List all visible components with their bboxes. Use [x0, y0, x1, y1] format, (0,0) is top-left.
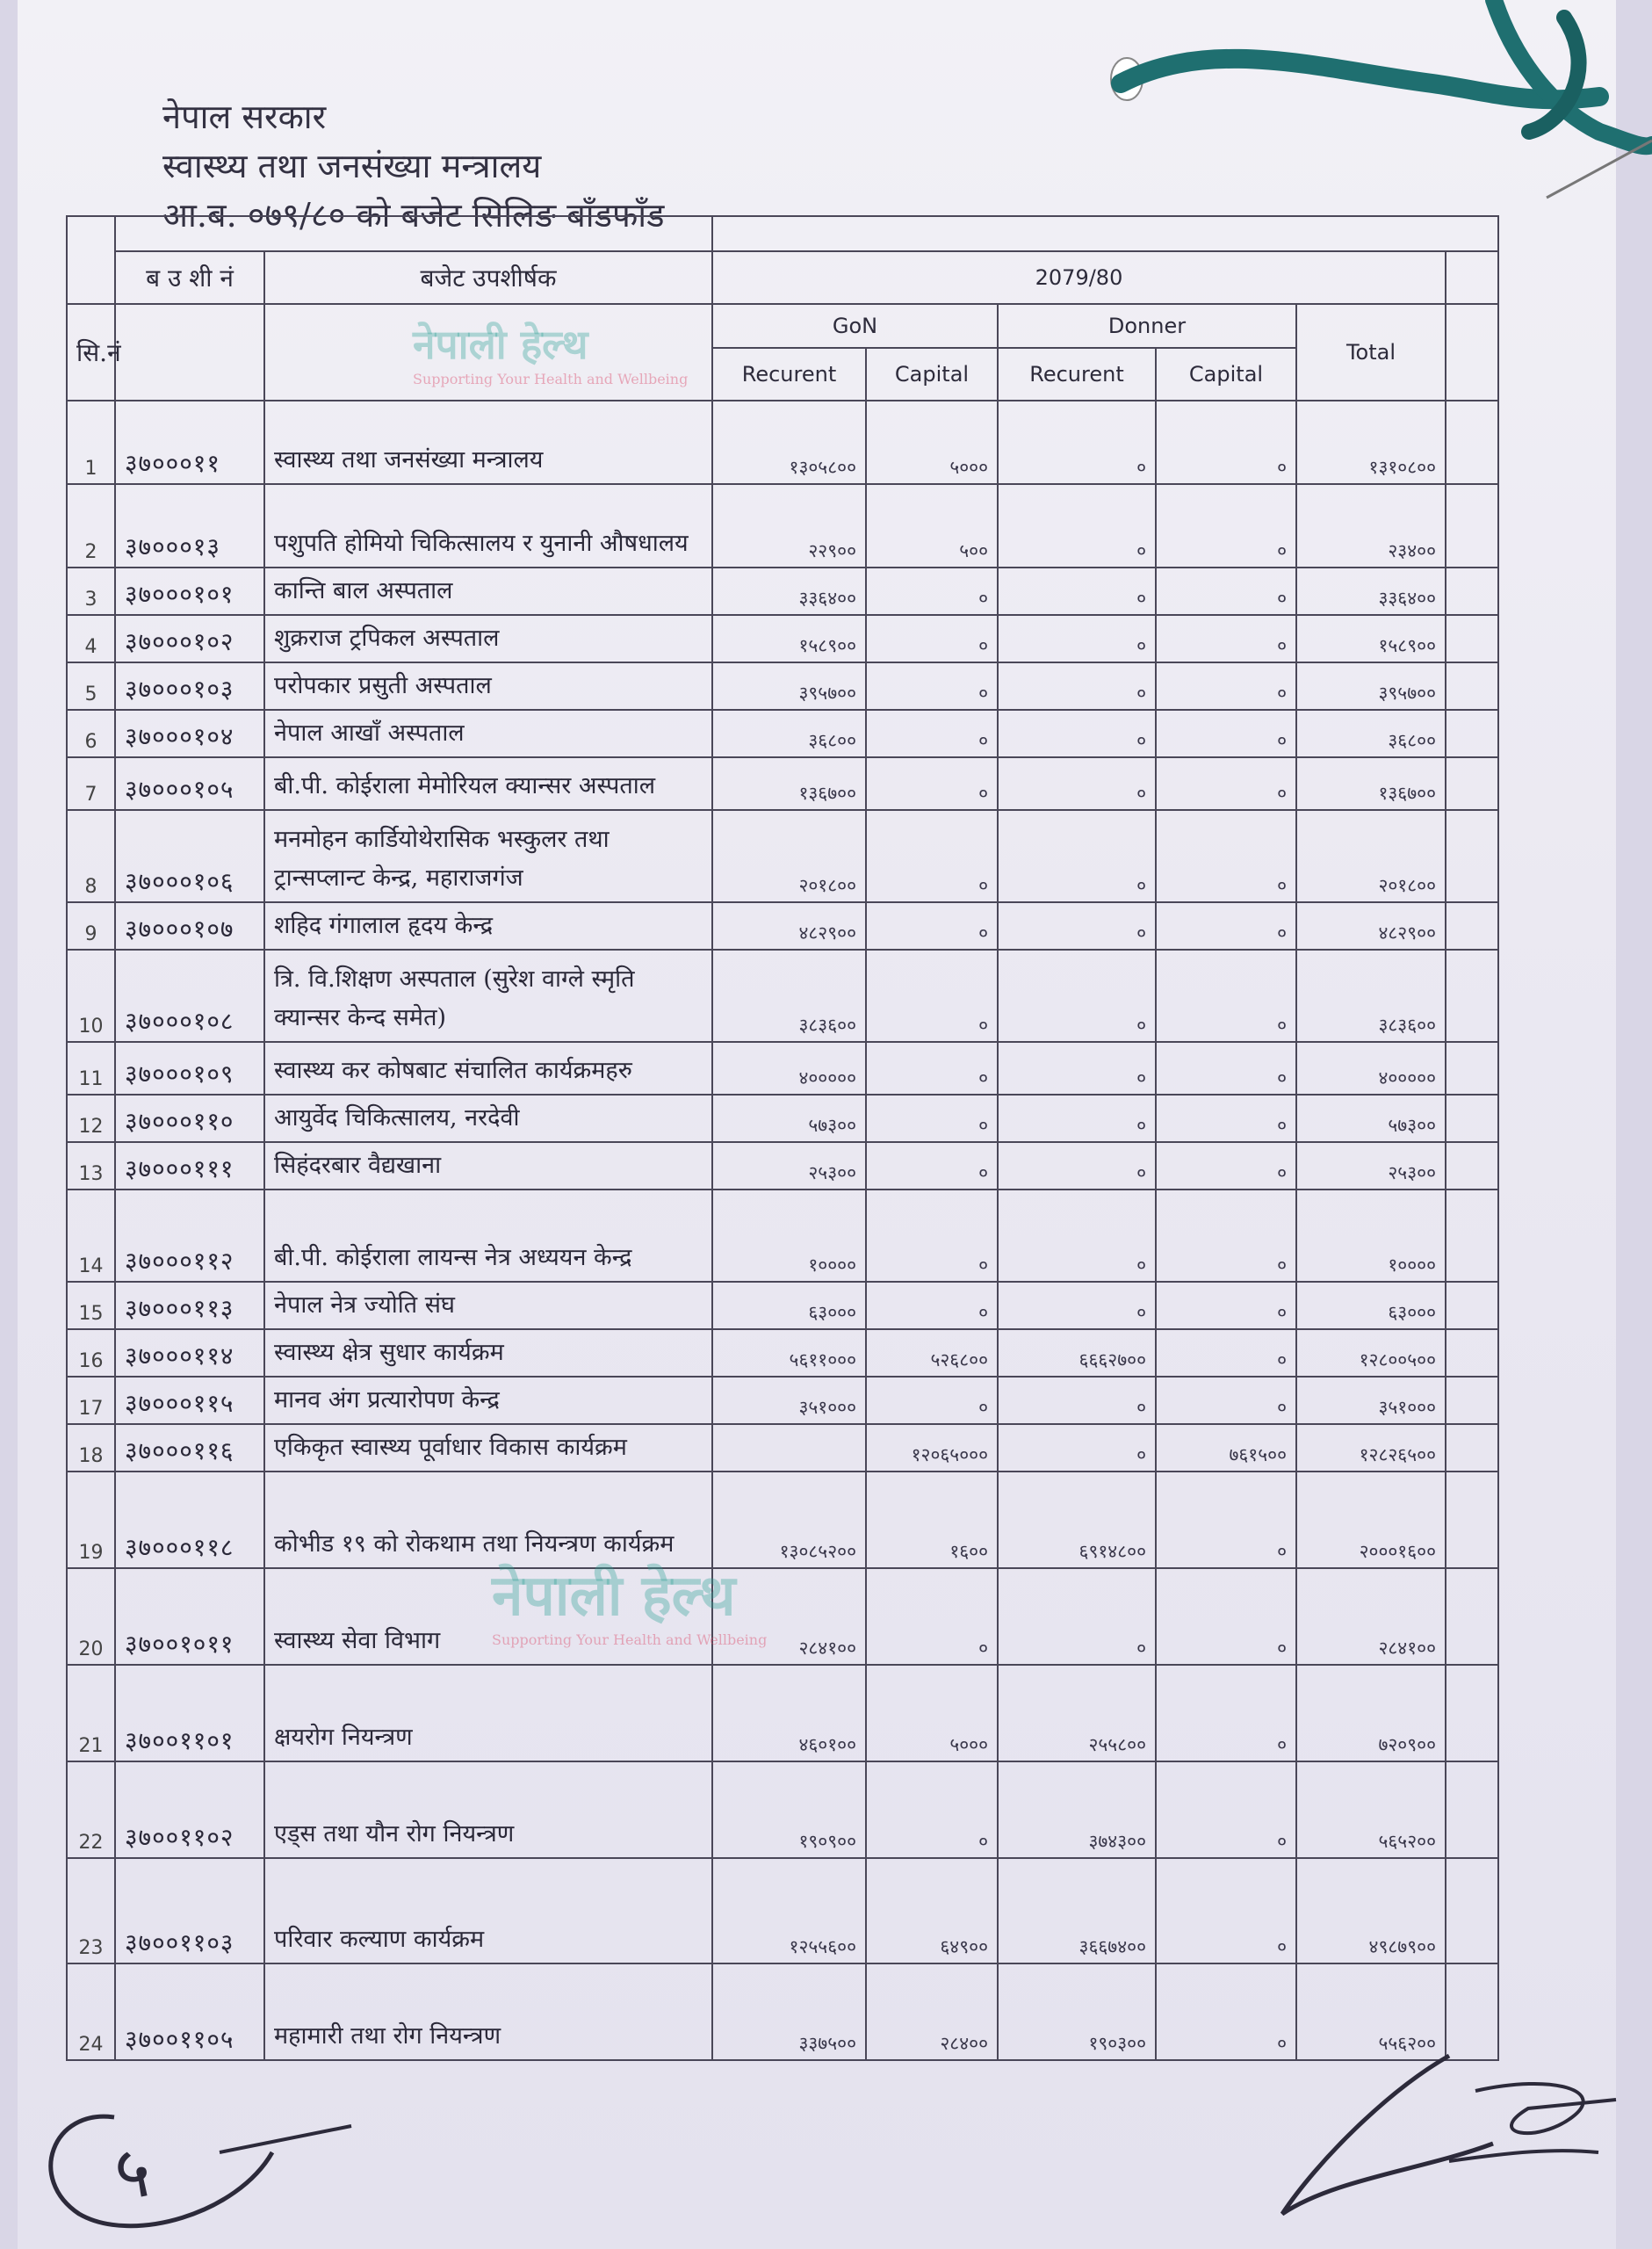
row-sn: 13 — [67, 1142, 115, 1190]
table-row — [67, 950, 1498, 1042]
row-donner-capital: ० — [1156, 662, 1296, 710]
table-row — [67, 810, 1498, 902]
col-total-header: Total — [1296, 304, 1446, 401]
row-code: ३७०००१०४ — [115, 710, 264, 757]
row-gon-recurent: ४००००० — [712, 1042, 866, 1095]
row-donner-capital: ० — [1156, 1142, 1296, 1190]
table-row — [67, 1042, 1498, 1095]
row-title: मानव अंग प्रत्यारोपण केन्द्र — [264, 1377, 712, 1424]
row-gon-recurent: १५८९०० — [712, 615, 866, 662]
row-title: शुक्रराज ट्रपिकल अस्पताल — [264, 615, 712, 662]
row-donner-capital: ० — [1156, 568, 1296, 615]
row-donner-capital: ० — [1156, 1282, 1296, 1329]
row-code: ३७०००१०७ — [115, 902, 264, 950]
row-edge — [1446, 1042, 1498, 1095]
row-title: पशुपति होमियो चिकित्सालय र युनानी औषधालय — [264, 484, 712, 568]
header-code-blank — [115, 304, 264, 401]
row-title: स्वास्थ्य सेवा विभाग — [264, 1568, 712, 1665]
row-total: ४८२९०० — [1296, 902, 1446, 950]
row-edge — [1446, 1665, 1498, 1761]
row-edge — [1446, 1282, 1498, 1329]
row-gon-capital: ० — [866, 710, 998, 757]
row-edge — [1446, 568, 1498, 615]
row-title: परिवार कल्याण कार्यक्रम — [264, 1858, 712, 1963]
row-donner-capital: ० — [1156, 401, 1296, 484]
row-donner-capital: ० — [1156, 710, 1296, 757]
row-code: ३७०००१११ — [115, 1142, 264, 1190]
row-gon-capital: ० — [866, 1142, 998, 1190]
row-sn: 17 — [67, 1377, 115, 1424]
row-sn: 5 — [67, 662, 115, 710]
row-gon-capital: ६४९०० — [866, 1858, 998, 1963]
row-donner-capital: ० — [1156, 1190, 1296, 1282]
row-total: २८४१०० — [1296, 1568, 1446, 1665]
row-edge — [1446, 1142, 1498, 1190]
header-empty-a — [67, 216, 115, 304]
col-title-header: बजेट उपशीर्षक — [264, 251, 712, 304]
table-row — [67, 1190, 1498, 1282]
row-gon-capital: ० — [866, 1568, 998, 1665]
row-gon-recurent: ३५१००० — [712, 1377, 866, 1424]
row-gon-capital: २८४०० — [866, 1963, 998, 2060]
row-total: १०००० — [1296, 1190, 1446, 1282]
row-total: ५७३०० — [1296, 1095, 1446, 1142]
col-gon-header: GoN — [712, 304, 998, 348]
col-donner-recurent-header: Recurent — [998, 348, 1156, 401]
row-edge — [1446, 1190, 1498, 1282]
row-gon-capital: ० — [866, 757, 998, 810]
row-title: बी.पी. कोईराला मेमोरियल क्यान्सर अस्पताल — [264, 757, 712, 810]
row-edge — [1446, 1761, 1498, 1858]
row-gon-recurent: ३६८०० — [712, 710, 866, 757]
row-total: ४००००० — [1296, 1042, 1446, 1095]
table-row — [67, 1665, 1498, 1761]
row-total: १२८००५०० — [1296, 1329, 1446, 1377]
row-code: ३७०००१०५ — [115, 757, 264, 810]
row-sn: 4 — [67, 615, 115, 662]
row-gon-recurent: १३०८५२०० — [712, 1472, 866, 1568]
table-row — [67, 710, 1498, 757]
row-edge — [1446, 1377, 1498, 1424]
row-total: २५३०० — [1296, 1142, 1446, 1190]
row-code: ३७००११०२ — [115, 1761, 264, 1858]
row-donner-capital: ७६१५०० — [1156, 1424, 1296, 1472]
row-total: १३१०८०० — [1296, 401, 1446, 484]
row-sn: 24 — [67, 1963, 115, 2060]
row-gon-capital: ५००० — [866, 401, 998, 484]
row-gon-capital: ० — [866, 1377, 998, 1424]
row-donner-capital: ० — [1156, 1858, 1296, 1963]
table-row — [67, 662, 1498, 710]
row-total: २०१८०० — [1296, 810, 1446, 902]
row-edge — [1446, 1568, 1498, 1665]
table-row — [67, 1329, 1498, 1377]
row-gon-capital: ० — [866, 1095, 998, 1142]
row-total: ३५१००० — [1296, 1377, 1446, 1424]
row-gon-capital: ५००० — [866, 1665, 998, 1761]
row-title: शहिद गंगालाल हृदय केन्द्र — [264, 902, 712, 950]
row-gon-capital: ५०० — [866, 484, 998, 568]
row-gon-recurent: २५३०० — [712, 1142, 866, 1190]
col-donner-capital-header: Capital — [1156, 348, 1296, 401]
row-edge — [1446, 662, 1498, 710]
row-title: परोपकार प्रसुती अस्पताल — [264, 662, 712, 710]
col-year-header: 2079/80 — [712, 251, 1446, 304]
row-donner-capital: ० — [1156, 1568, 1296, 1665]
row-total: ६३००० — [1296, 1282, 1446, 1329]
row-gon-capital: ० — [866, 662, 998, 710]
row-donner-recurent: ० — [998, 1568, 1156, 1665]
row-gon-capital: ० — [866, 1190, 998, 1282]
row-sn: 19 — [67, 1472, 115, 1568]
row-title: एड्स तथा यौन रोग नियन्त्रण — [264, 1761, 712, 1858]
row-total: ३९५७०० — [1296, 662, 1446, 710]
row-sn: 16 — [67, 1329, 115, 1377]
row-donner-recurent: ० — [998, 401, 1156, 484]
row-donner-recurent: ० — [998, 1095, 1156, 1142]
row-total: ५६५२०० — [1296, 1761, 1446, 1858]
row-gon-recurent: २०१८०० — [712, 810, 866, 902]
row-total: ५५६२०० — [1296, 1963, 1446, 2060]
header-edge — [1446, 251, 1498, 304]
row-edge — [1446, 615, 1498, 662]
row-total: २३४०० — [1296, 484, 1446, 568]
row-donner-recurent: ० — [998, 1190, 1156, 1282]
table-row — [67, 902, 1498, 950]
row-gon-capital: ० — [866, 1282, 998, 1329]
row-edge — [1446, 1329, 1498, 1377]
row-sn: 7 — [67, 757, 115, 810]
watermark-bottom: नेपाली हेल्थ Supporting Your Health and Wellbeing — [492, 1563, 768, 1648]
row-donner-recurent: ० — [998, 662, 1156, 710]
row-sn: 9 — [67, 902, 115, 950]
row-edge — [1446, 757, 1498, 810]
row-gon-recurent: ३९५७०० — [712, 662, 866, 710]
row-total: १५८९०० — [1296, 615, 1446, 662]
row-donner-recurent: ० — [998, 1282, 1156, 1329]
row-donner-capital: ० — [1156, 1377, 1296, 1424]
row-edge — [1446, 401, 1498, 484]
row-gon-capital: ० — [866, 615, 998, 662]
row-donner-recurent: ० — [998, 810, 1156, 902]
row-sn: 1 — [67, 401, 115, 484]
row-gon-recurent: १३०५८०० — [712, 401, 866, 484]
row-title: कान्ति बाल अस्पताल — [264, 568, 712, 615]
row-donner-recurent: ० — [998, 615, 1156, 662]
row-code: ३७०००११४ — [115, 1329, 264, 1377]
binding-string — [1037, 0, 1652, 228]
table-row — [67, 615, 1498, 662]
row-code: ३७०००११८ — [115, 1472, 264, 1568]
col-donner-header: Donner — [998, 304, 1296, 348]
row-sn: 18 — [67, 1424, 115, 1472]
row-gon-recurent: १९०९०० — [712, 1761, 866, 1858]
row-code: ३७०००१०१ — [115, 568, 264, 615]
row-edge — [1446, 950, 1498, 1042]
row-code: ३७००११०३ — [115, 1858, 264, 1963]
row-gon-capital: ० — [866, 902, 998, 950]
row-gon-capital: ० — [866, 810, 998, 902]
row-gon-capital: ५२६८०० — [866, 1329, 998, 1377]
row-edge — [1446, 1472, 1498, 1568]
col-sn-header: सि.नं — [67, 304, 115, 401]
row-code: ३७०००११ — [115, 401, 264, 484]
row-title: मनमोहन कार्डियोथेरासिक भस्कुलर तथा ट्रान्सप्लान्ट केन्द्र, महाराजगंज — [264, 810, 712, 902]
row-gon-recurent: २२९०० — [712, 484, 866, 568]
row-code: ३७०००१०२ — [115, 615, 264, 662]
col-gon-recurent-header: Recurent — [712, 348, 866, 401]
row-donner-recurent: ० — [998, 1042, 1156, 1095]
row-donner-recurent: ० — [998, 1142, 1156, 1190]
row-gon-recurent: १२५५६०० — [712, 1858, 866, 1963]
row-sn: 20 — [67, 1568, 115, 1665]
row-donner-capital: ० — [1156, 615, 1296, 662]
header-title: आ.ब. ०७९/८० को बजेट सिलिङ बाँडफाँड — [162, 196, 665, 235]
row-code: ३७०००१०६ — [115, 810, 264, 902]
row-sn: 23 — [67, 1858, 115, 1963]
row-gon-recurent: २८४१०० — [712, 1568, 866, 1665]
row-gon-recurent: ३३७५०० — [712, 1963, 866, 2060]
table-row — [67, 1858, 1498, 1963]
table-row — [67, 401, 1498, 484]
header-empty-b — [115, 216, 712, 251]
row-code: ३७०००१०३ — [115, 662, 264, 710]
row-code: ३७०००११० — [115, 1095, 264, 1142]
row-title: कोभीड १९ को रोकथाम तथा नियन्त्रण कार्यक्रम — [264, 1472, 712, 1568]
row-gon-capital: ० — [866, 1042, 998, 1095]
row-total: ३६८०० — [1296, 710, 1446, 757]
row-donner-recurent: ६९१४८०० — [998, 1472, 1156, 1568]
header-ministry: स्वास्थ्य तथा जनसंख्या मन्त्रालय — [162, 147, 542, 185]
row-code: ३७०००१०८ — [115, 950, 264, 1042]
row-code: ३७००११०५ — [115, 1963, 264, 2060]
table-row — [67, 1472, 1498, 1568]
signature-left-mark: ५ — [114, 2131, 151, 2213]
row-total: ७२०९०० — [1296, 1665, 1446, 1761]
table-row — [67, 1377, 1498, 1424]
row-gon-recurent: १०००० — [712, 1190, 866, 1282]
row-donner-capital: ० — [1156, 1761, 1296, 1858]
row-title: स्वास्थ्य कर कोषबाट संचालित कार्यक्रमहरु — [264, 1042, 712, 1095]
table-row — [67, 1568, 1498, 1665]
row-total: १२८२६५०० — [1296, 1424, 1446, 1472]
row-donner-capital: ० — [1156, 902, 1296, 950]
row-edge — [1446, 710, 1498, 757]
row-gon-capital: ० — [866, 568, 998, 615]
row-title: त्रि. वि.शिक्षण अस्पताल (सुरेश वाग्ले स्मृति क्यान्सर केन्द समेत) — [264, 950, 712, 1042]
row-code: ३७०००११६ — [115, 1424, 264, 1472]
row-code: ३७०००११५ — [115, 1377, 264, 1424]
row-gon-recurent: ६३००० — [712, 1282, 866, 1329]
row-donner-recurent: ० — [998, 902, 1156, 950]
row-donner-capital: ० — [1156, 1665, 1296, 1761]
row-gon-capital: ० — [866, 1761, 998, 1858]
row-donner-recurent: ० — [998, 1424, 1156, 1472]
table-row — [67, 1424, 1498, 1472]
header-govt: नेपाल सरकार — [162, 98, 327, 136]
row-sn: 6 — [67, 710, 115, 757]
row-title: एकिकृत स्वास्थ्य पूर्वाधार विकास कार्यक्रम — [264, 1424, 712, 1472]
row-title: स्वास्थ्य क्षेत्र सुधार कार्यक्रम — [264, 1329, 712, 1377]
row-donner-capital: ० — [1156, 1042, 1296, 1095]
row-sn: 15 — [67, 1282, 115, 1329]
table-row — [67, 484, 1498, 568]
row-gon-capital: ० — [866, 950, 998, 1042]
table-row — [67, 1282, 1498, 1329]
row-title: बी.पी. कोईराला लायन्स नेत्र अध्ययन केन्द्र — [264, 1190, 712, 1282]
row-donner-capital: ० — [1156, 1329, 1296, 1377]
row-sn: 14 — [67, 1190, 115, 1282]
row-edge — [1446, 1095, 1498, 1142]
row-gon-capital: १६०० — [866, 1472, 998, 1568]
row-total: ३३६४०० — [1296, 568, 1446, 615]
table-row — [67, 568, 1498, 615]
row-donner-capital: ० — [1156, 484, 1296, 568]
row-code: ३७०००१३ — [115, 484, 264, 568]
row-title: नेपाल नेत्र ज्योति संघ — [264, 1282, 712, 1329]
row-edge — [1446, 1424, 1498, 1472]
row-sn: 22 — [67, 1761, 115, 1858]
row-code: ३७०००१०९ — [115, 1042, 264, 1095]
row-gon-recurent: ५७३०० — [712, 1095, 866, 1142]
budget-table — [66, 215, 1499, 2061]
row-sn: 2 — [67, 484, 115, 568]
table-row — [67, 1095, 1498, 1142]
row-donner-capital: ० — [1156, 1095, 1296, 1142]
signature-left — [18, 2073, 386, 2249]
row-donner-recurent: ३६६७४०० — [998, 1858, 1156, 1963]
row-donner-capital: ० — [1156, 950, 1296, 1042]
table-row — [67, 1761, 1498, 1858]
row-total: ४९८७९०० — [1296, 1858, 1446, 1963]
row-edge — [1446, 1858, 1498, 1963]
row-sn: 21 — [67, 1665, 115, 1761]
row-gon-recurent: ४८२९०० — [712, 902, 866, 950]
row-sn: 11 — [67, 1042, 115, 1095]
row-donner-recurent: ३७४३०० — [998, 1761, 1156, 1858]
row-donner-recurent: ० — [998, 1377, 1156, 1424]
row-title: नेपाल आखाँ अस्पताल — [264, 710, 712, 757]
row-gon-recurent: ३८३६०० — [712, 950, 866, 1042]
row-sn: 3 — [67, 568, 115, 615]
row-edge — [1446, 902, 1498, 950]
row-donner-recurent: ० — [998, 950, 1156, 1042]
row-title: सिहंदरबार वैद्यखाना — [264, 1142, 712, 1190]
table-row — [67, 757, 1498, 810]
row-gon-recurent — [712, 1424, 866, 1472]
row-code: ३७०००११२ — [115, 1190, 264, 1282]
row-gon-recurent: ३३६४०० — [712, 568, 866, 615]
row-donner-recurent: ६६६२७०० — [998, 1329, 1156, 1377]
table-row — [67, 1142, 1498, 1190]
row-sn: 8 — [67, 810, 115, 902]
row-total: १३६७०० — [1296, 757, 1446, 810]
row-gon-recurent: ५६११००० — [712, 1329, 866, 1377]
row-gon-recurent: १३६७०० — [712, 757, 866, 810]
row-sn: 12 — [67, 1095, 115, 1142]
row-donner-recurent: २५५८०० — [998, 1665, 1156, 1761]
row-code: ३७००१०११ — [115, 1568, 264, 1665]
header-empty-c — [712, 216, 1498, 251]
row-edge — [1446, 810, 1498, 902]
row-title: क्षयरोग नियन्त्रण — [264, 1665, 712, 1761]
watermark-top: नेपाली हेल्थ Supporting Your Health and Wellbeing — [413, 321, 689, 387]
row-donner-recurent: ० — [998, 710, 1156, 757]
row-donner-recurent: १९०३०० — [998, 1963, 1156, 2060]
row-gon-capital: १२०६५००० — [866, 1424, 998, 1472]
row-donner-capital: ० — [1156, 1963, 1296, 2060]
row-code: ३७०००११३ — [115, 1282, 264, 1329]
row-gon-recurent: ४६०१०० — [712, 1665, 866, 1761]
row-total: २०००१६०० — [1296, 1472, 1446, 1568]
row-donner-capital: ० — [1156, 757, 1296, 810]
row-edge — [1446, 484, 1498, 568]
row-title: स्वास्थ्य तथा जनसंख्या मन्त्रालय — [264, 401, 712, 484]
col-gon-capital-header: Capital — [866, 348, 998, 401]
signature-right — [1265, 2038, 1634, 2231]
col-code-header: ब उ शी नं — [115, 251, 264, 304]
row-code: ३७००११०१ — [115, 1665, 264, 1761]
header-edge-2 — [1446, 304, 1498, 401]
row-title: आयुर्वेद चिकित्सालय, नरदेवी — [264, 1095, 712, 1142]
row-donner-capital: ० — [1156, 810, 1296, 902]
row-donner-capital: ० — [1156, 1472, 1296, 1568]
row-donner-recurent: ० — [998, 757, 1156, 810]
row-sn: 10 — [67, 950, 115, 1042]
row-donner-recurent: ० — [998, 484, 1156, 568]
row-donner-recurent: ० — [998, 568, 1156, 615]
row-total: ३८३६०० — [1296, 950, 1446, 1042]
row-title: महामारी तथा रोग नियन्त्रण — [264, 1963, 712, 2060]
